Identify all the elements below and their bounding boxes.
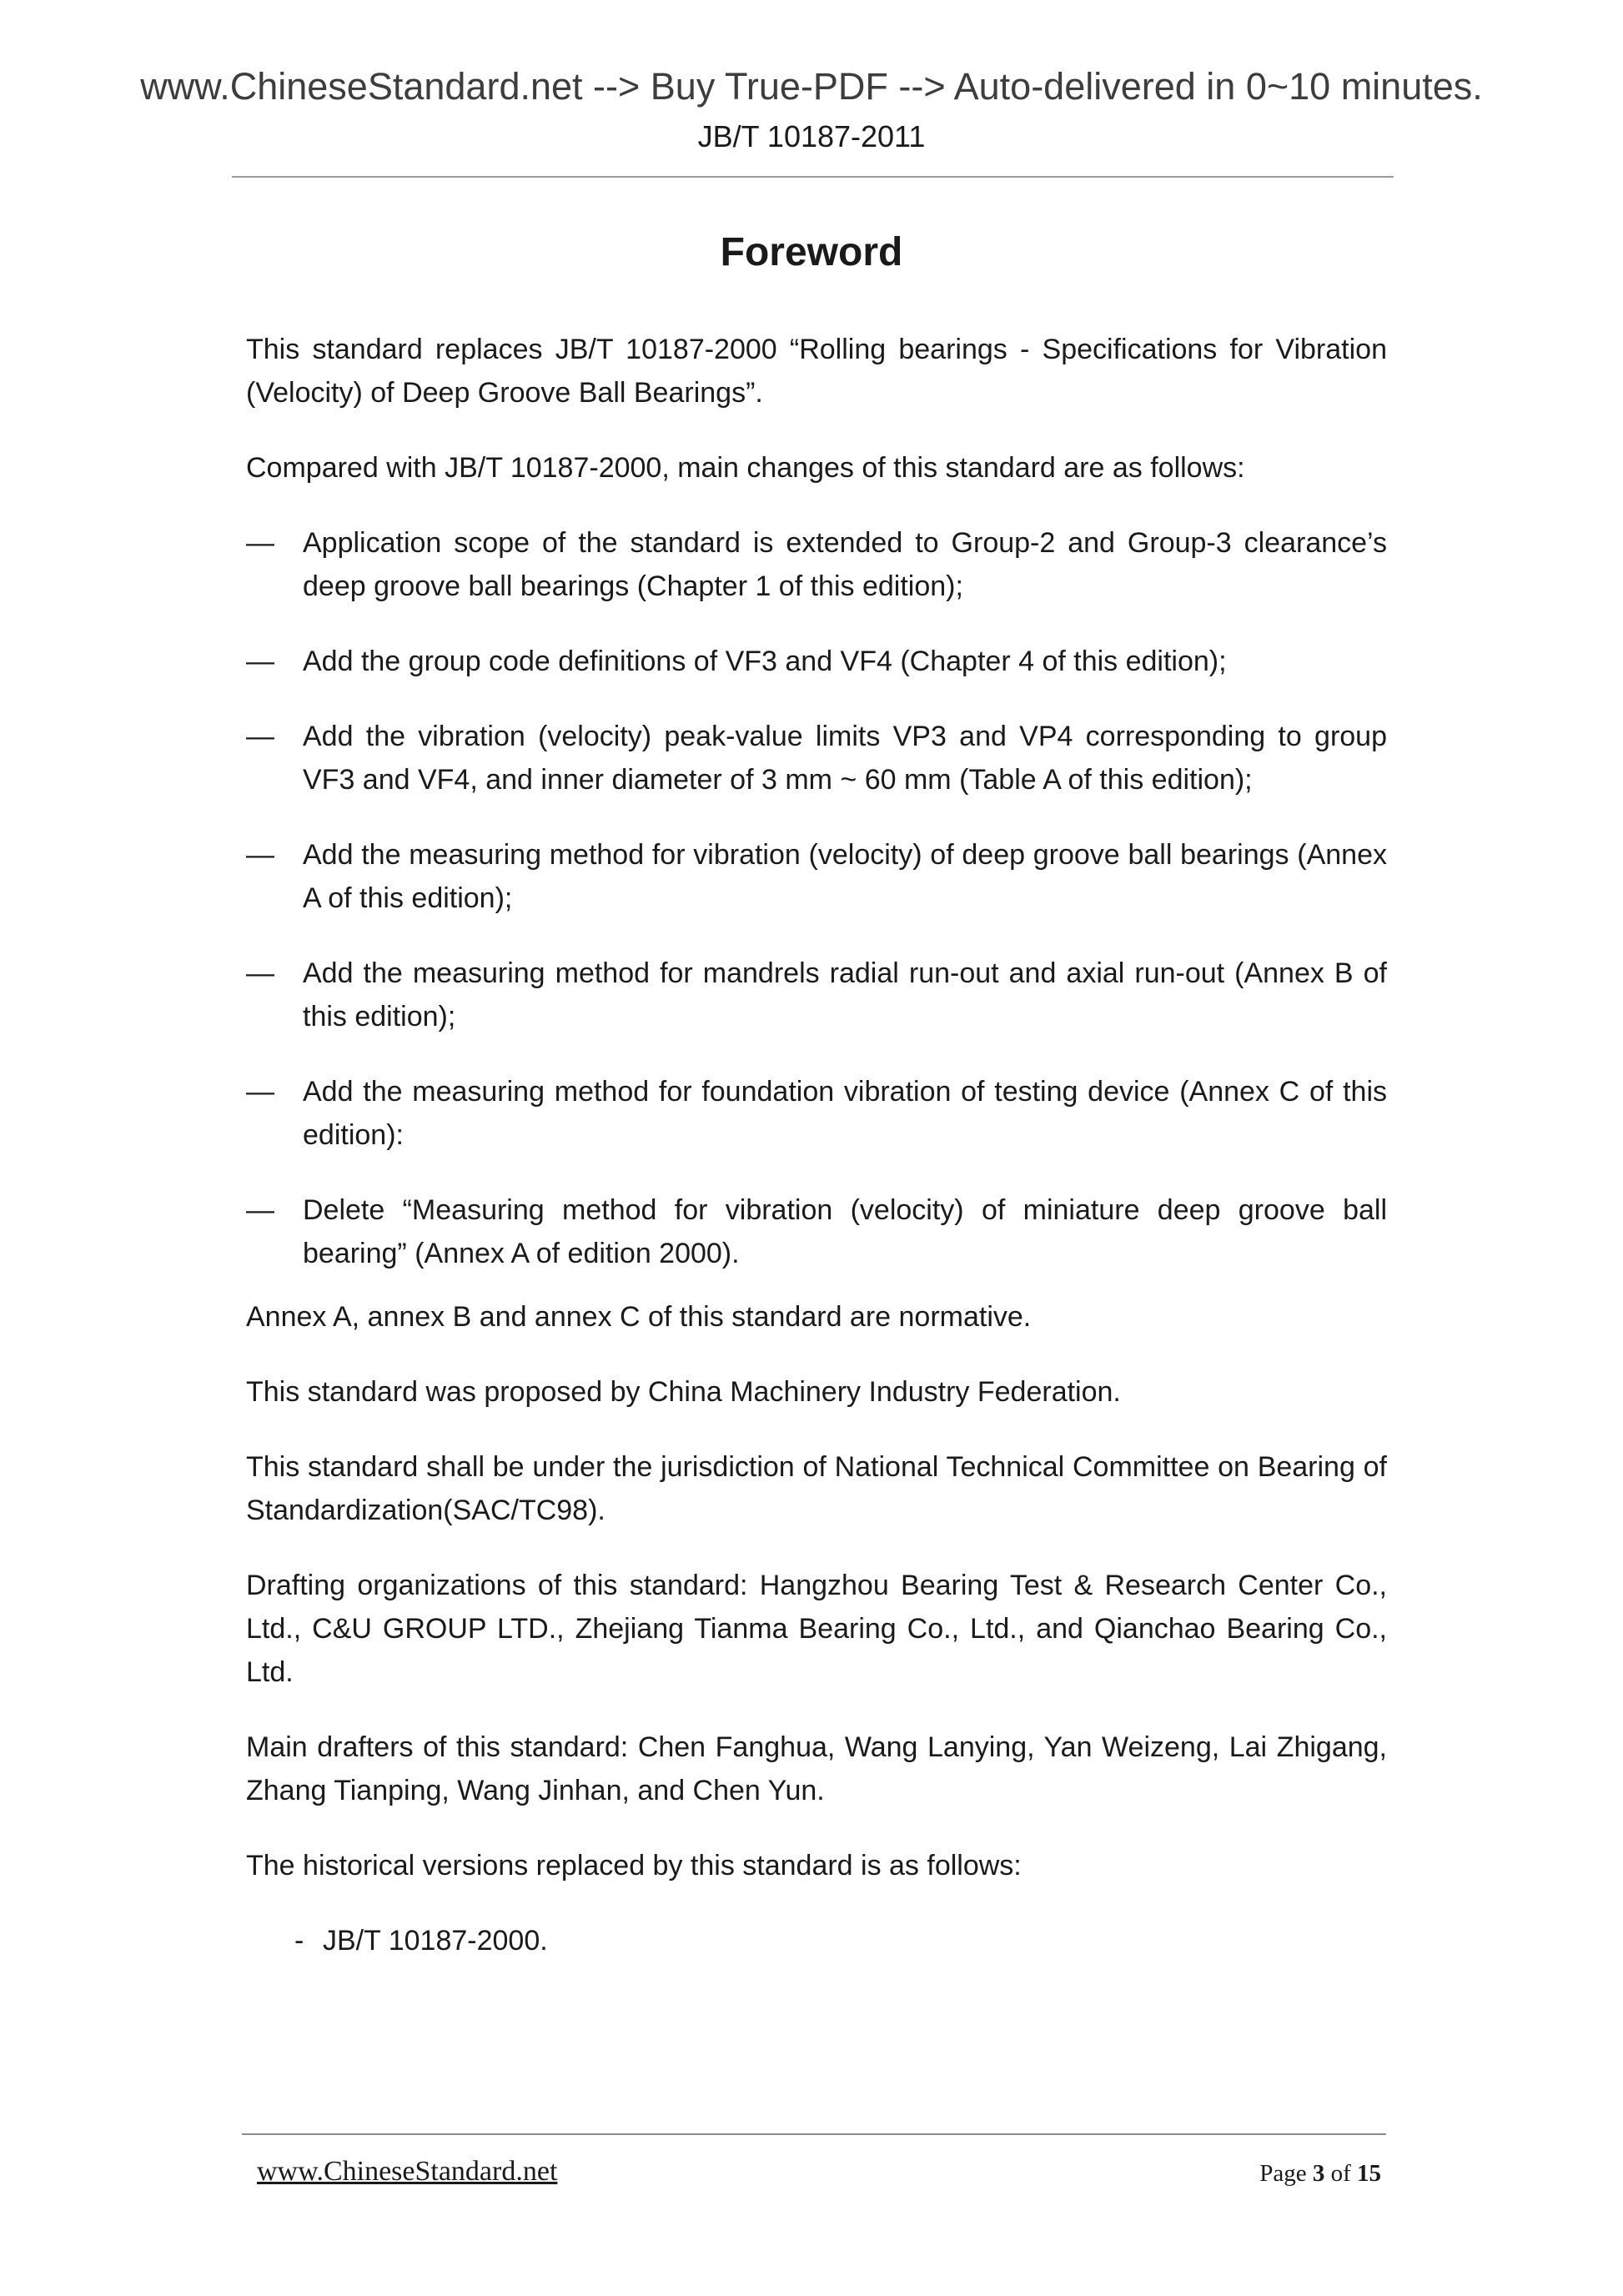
list-item [246, 640, 1387, 683]
page-title: Foreword [720, 230, 903, 274]
header-banner: www.ChineseStandard.net --> Buy True-PDF --> Auto-delivered in 0~10 minutes. [140, 65, 1483, 108]
page-of: of [1324, 2160, 1357, 2187]
list-item-text: Delete “Measuring method for vibration (velocity) of miniature deep groove ball bearing” (Annex A of edition 2000). [303, 1194, 1387, 1269]
em-dash-bullet: — [246, 721, 274, 752]
jurisdiction-paragraph: This standard shall be under the jurisdiction of National Technical Committee on Bearing of Standardization(SAC/TC98). [246, 1451, 1387, 1526]
proposer-paragraph: This standard was proposed by China Machinery Industry Federation. [246, 1376, 1121, 1408]
foreword-body [246, 328, 1387, 1962]
list-item-text: Add the group code definitions of VF3 and VF4 (Chapter 4 of this edition); [303, 646, 1227, 677]
changes-lead-paragraph: Compared with JB/T 10187-2000, main changes of this standard are as follows: [246, 452, 1245, 484]
em-dash-bullet: — [246, 1076, 274, 1108]
list-item-text: Add the measuring method for vibration (velocity) of deep groove ball bearings (Annex A of this edition); [303, 839, 1387, 914]
document-number: JB/T 10187-2011 [697, 119, 926, 153]
drafting-organizations-paragraph: Drafting organizations of this standard: Hangzhou Bearing Test & Research Center Co., Ltd., C&U GROUP LTD., Zhejiang Tianma Bearing Co., Ltd., and Qianchao Bearing Co., Ltd. [246, 1570, 1387, 1688]
history-lead-paragraph: The historical versions replaced by this standard is as follows: [246, 1850, 1022, 1882]
em-dash-bullet: — [246, 839, 274, 871]
footer-divider [242, 2133, 1386, 2135]
drafters-paragraph: Main drafters of this standard: Chen Fanghua, Wang Lanying, Yan Weizeng, Lai Zhigang, Zhang Tianping, Wang Jinhan, and Chen Yun. [246, 1731, 1387, 1806]
em-dash-bullet: — [246, 527, 274, 559]
list-item [246, 952, 1387, 1038]
list-item-text: Add the vibration (velocity) peak-value limits VP3 and VP4 corresponding to group VF3 and VF4, and inner diameter of 3 mm ~ 60 mm (Table A of this edition); [303, 721, 1387, 796]
page-prefix: Page [1259, 2160, 1313, 2187]
em-dash-bullet: — [246, 957, 274, 989]
page-total: 15 [1357, 2160, 1381, 2187]
list-item [246, 715, 1387, 801]
page-number [1259, 2160, 1381, 2188]
page-current: 3 [1312, 2160, 1325, 2187]
list-item [246, 521, 1387, 608]
list-item-text: Application scope of the standard is extended to Group-2 and Group-3 clearance’s deep groove ball bearings (Chapter 1 of this edition); [303, 527, 1387, 602]
list-item [246, 833, 1387, 920]
history-item [246, 1919, 1387, 1962]
footer-site-link[interactable]: www.ChineseStandard.net [257, 2156, 558, 2187]
header-divider [232, 176, 1394, 178]
annex-paragraph: Annex A, annex B and annex C of this standard are normative. [246, 1301, 1032, 1333]
history-item-text: JB/T 10187-2000. [323, 1925, 548, 1957]
changes-list [246, 521, 1387, 1275]
em-dash-bullet: — [246, 1194, 274, 1226]
hyphen-bullet: - [294, 1925, 304, 1957]
list-item-text: Add the measuring method for foundation vibration of testing device (Annex C of this edition): [303, 1076, 1387, 1151]
list-item [246, 1188, 1387, 1275]
list-item-text: Add the measuring method for mandrels radial run-out and axial run-out (Annex B of this edition); [303, 957, 1387, 1032]
list-item [246, 1070, 1387, 1157]
em-dash-bullet: — [246, 646, 274, 677]
intro-paragraph: This standard replaces JB/T 10187-2000 “Rolling bearings - Specifications for Vibration (Velocity) of Deep Groove Ball Bearings”. [246, 334, 1387, 409]
